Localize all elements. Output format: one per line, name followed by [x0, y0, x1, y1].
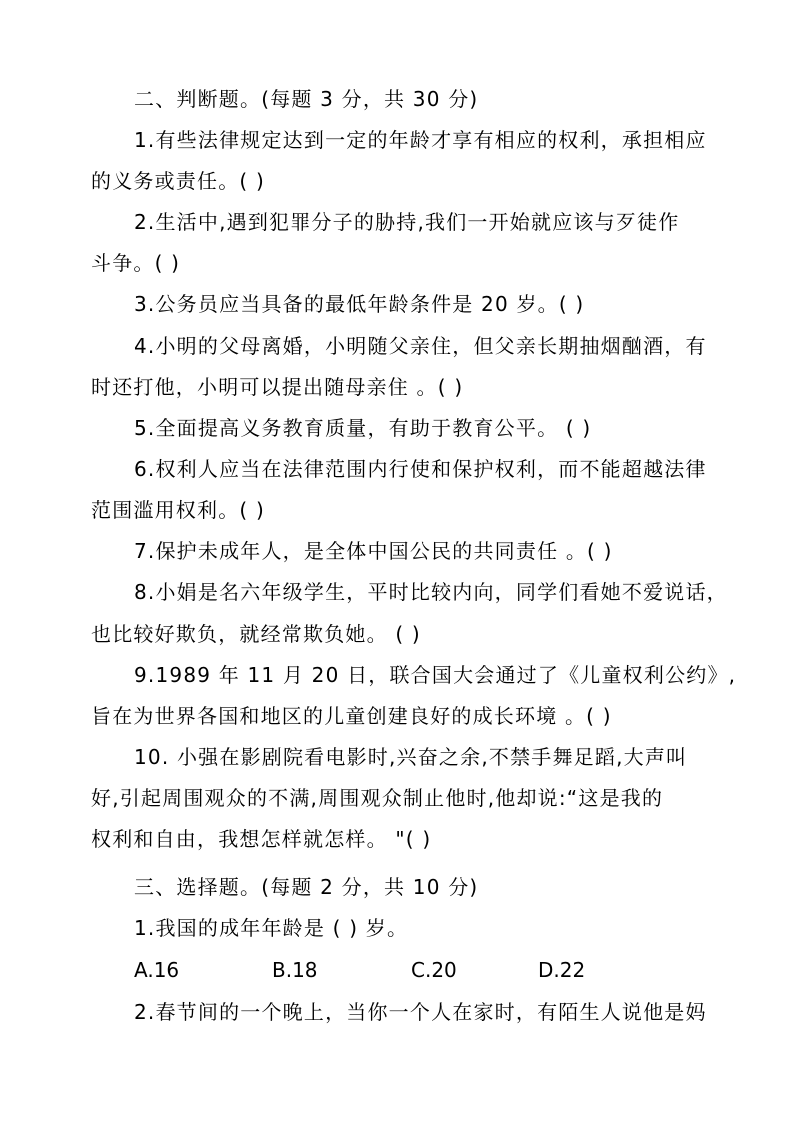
tf-question-9-line-1: 9.1989 年 11 月 20 日，联合国大会通过了《儿童权利公约》, [134, 663, 737, 687]
tf-question-1-line-1: 1.有些法律规定达到一定的年龄才享有相应的权利，承担相应 [134, 128, 707, 152]
tf-question-10-line-1: 10. 小强在影剧院看电影时,兴奋之余,不禁手舞足蹈,大声叫 [134, 745, 688, 769]
tf-question-10-line-3: 权利和自由，我想怎样就怎样。 "( ) [91, 827, 432, 851]
tf-question-8-line-1: 8.小娟是名六年级学生，平时比较内向，同学们看她不爱说话， [134, 580, 728, 604]
option-d: D.22 [538, 958, 586, 982]
option-b: B.18 [272, 958, 318, 982]
tf-question-3: 3.公务员应当具备的最低年龄条件是 20 岁。( ) [134, 292, 585, 316]
tf-question-7: 7.保护未成年人，是全体中国公民的共同责任 。( ) [134, 539, 613, 563]
tf-question-1-line-2: 的义务或责任。( ) [91, 169, 265, 193]
mc-question-2-line-1: 2.春节间的一个晚上，当你一个人在家时，有陌生人说他是妈 [134, 1000, 707, 1024]
tf-question-2-line-2: 斗争。( ) [91, 251, 181, 275]
section-2-heading: 二、判断题。(每题 3 分，共 30 分) [134, 87, 479, 111]
tf-question-10-line-2: 好,引起周围观众的不满,周围观众制止他时,他却说:“这是我的 [91, 786, 664, 810]
tf-question-6-line-1: 6.权利人应当在法律范围内行使和保护权利，而不能超越法律 [134, 457, 707, 481]
mc-question-1-stem: 1.我国的成年年龄是 ( ) 岁。 [134, 916, 409, 940]
tf-question-4-line-1: 4.小明的父母离婚，小明随父亲住，但父亲长期抽烟酗酒，有 [134, 334, 707, 358]
tf-question-5: 5.全面提高义务教育质量，有助于教育公平。 ( ) [134, 416, 592, 440]
option-c: C.20 [411, 958, 457, 982]
tf-question-4-line-2: 时还打他，小明可以提出随母亲住 。( ) [91, 375, 464, 399]
tf-question-2-line-1: 2.生活中,遇到犯罪分子的胁持,我们一开始就应该与歹徒作 [134, 210, 680, 234]
tf-question-6-line-2: 范围滥用权利。( ) [91, 498, 265, 522]
option-a: A.16 [134, 958, 180, 982]
section-3-heading: 三、选择题。(每题 2 分，共 10 分) [134, 875, 479, 899]
tf-question-9-line-2: 旨在为世界各国和地区的儿童创建良好的成长环境 。( ) [91, 704, 612, 728]
tf-question-8-line-2: 也比较好欺负，就经常欺负她。 ( ) [91, 622, 421, 646]
